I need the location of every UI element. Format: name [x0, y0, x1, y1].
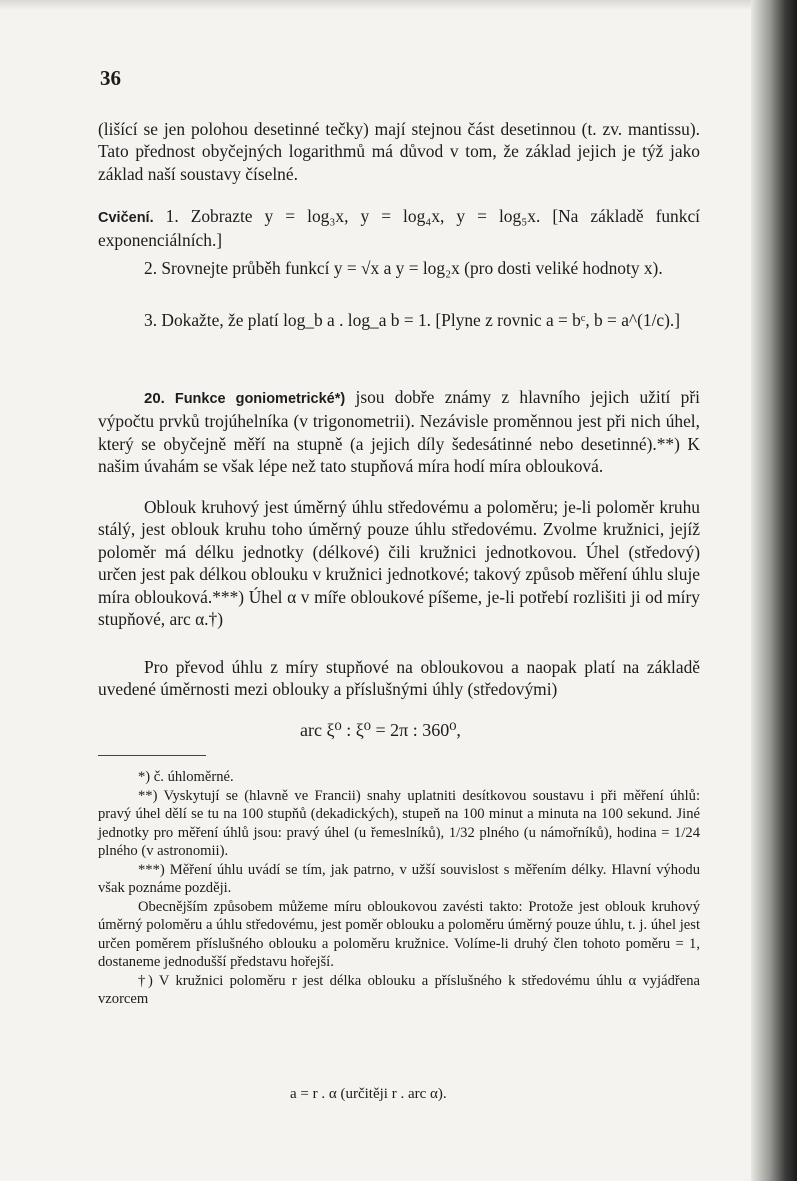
exercise-3-block	[98, 309, 700, 331]
conversion-formula: arc ξ⁰ : ξ⁰ = 2π : 360⁰,	[300, 720, 461, 740]
exercise-label: Cvičení.	[98, 210, 154, 226]
exercise-2: 2. Srovnejte průběh funkcí y = √x a y = log₂x (pro dosti veliké hodnoty x).	[144, 258, 663, 278]
page-gutter-shadow	[751, 0, 797, 1181]
arc-paragraph-block	[98, 496, 700, 630]
intro-paragraph: (lišící se jen polohou desetinné tečky) mají stejnou část desetinnou (t. zv. mantissu). Tato přednost obyčejných logarithmů má důvod v tom, že základ jejich je týž jako základ naší soustavy číselné.	[98, 119, 700, 184]
conversion-paragraph: Pro převod úhlu z míry stupňové na obloukovou a naopak platí na základě uvedené úměrnosti mezi oblouky a příslušnými úhly (středovými)	[98, 657, 700, 700]
footnotes	[98, 768, 700, 1009]
section-20-block	[98, 386, 700, 478]
arc-length-formula: a = r . α (určitěji r . arc α).	[290, 1086, 447, 1102]
footnote-1: *) č. úhloměrné.	[138, 769, 234, 785]
footnote-2: **) Vyskytují se (hlavně ve Francii) snahy uplatniti desítkovou soustavu i při měření úhlů: pravý úhel dělí se tu na 100 stupňů (dekadických), stupeň na 100 minut a minuta na 100 sekund. Jiné jednotky pro měření úhlů jsou: pravý úhel (u řemeslníků), 1/32 plného (u námořníků), hodina = 1/24 plného (v astronomii).	[98, 787, 700, 859]
footnote-3: ***) Měření úhlu uvádí se tím, jak patrno, v užší souvislost s měřením délky. Hlavní výhodu však poznáme později.	[98, 861, 700, 896]
section-20-paragraph	[98, 386, 700, 478]
exercise-3: 3. Dokažte, že platí log_b a . log_a b = 1. [Plyne z rovnic a = bᶜ, b = a^(1/c).]	[144, 310, 681, 330]
footnote-4: †) V kružnici poloměru r jest délka oblouku a příslušného k středovému úhlu α vyjádřena vzorcem	[98, 972, 700, 1007]
exercise-1-block	[98, 205, 700, 252]
footnote-divider	[98, 755, 206, 756]
section-20-text: jsou dobře známy z hlavního jejich užití při výpočtu prvků trojúhelníka (v trigonometrii). Nezávisle proměnnou jest při nich úhel, který se obyčejně měří na stupně (a jejich díly šedesátinné nebo desetinné).**) K našim úvahám se však lépe než tato stupňová míra hodí míra oblouková.	[98, 387, 701, 477]
intro-paragraph-block	[98, 118, 700, 185]
footnote-3-continued: Obecnějším způsobem můžeme míru obloukovou zavésti takto: Protože jest oblouk kruhový úměrný poloměru a úhlu středovému, jest poměr oblouku a poloměru úměrný pouze úhlu, t. j. úhel jest určen poměrem příslušného oblouku a poloměru kružnice. Volíme-li druhý člen tohoto poměru = 1, dostaneme jednodušší představu hořejší.	[98, 898, 700, 970]
exercise-1-text: 1. Zobrazte y = log₃x, y = log₄x, y = log₅x. [Na základě funkcí exponenciálních.]	[98, 206, 700, 251]
section-number: 20.	[144, 390, 165, 407]
exercise-2-block	[98, 257, 700, 279]
arc-paragraph: Oblouk kruhový jest úměrný úhlu středovému a poloměru; je-li poloměr kruhu stálý, jest oblouk kruhu toho úměrný pouze úhlu středovému. Zvolme kružnici, jejíž poloměr má délku jednotky (délkové) čili kružnici jednotkovou. Úhel (středový) určen jest pak délkou oblouku v kružnici jednotkové; takový způsob měření úhlu sluje míra oblouková.***) Úhel α v míře obloukové píšeme, je-li potřebí rozlišiti ji od míry stupňové, arc α.†)	[98, 497, 700, 630]
exercise-1	[98, 205, 700, 252]
page-top-shadow	[0, 0, 797, 10]
section-title: Funkce goniometrické*)	[164, 391, 346, 407]
page-number: 36	[100, 66, 121, 90]
conversion-paragraph-block	[98, 656, 700, 701]
